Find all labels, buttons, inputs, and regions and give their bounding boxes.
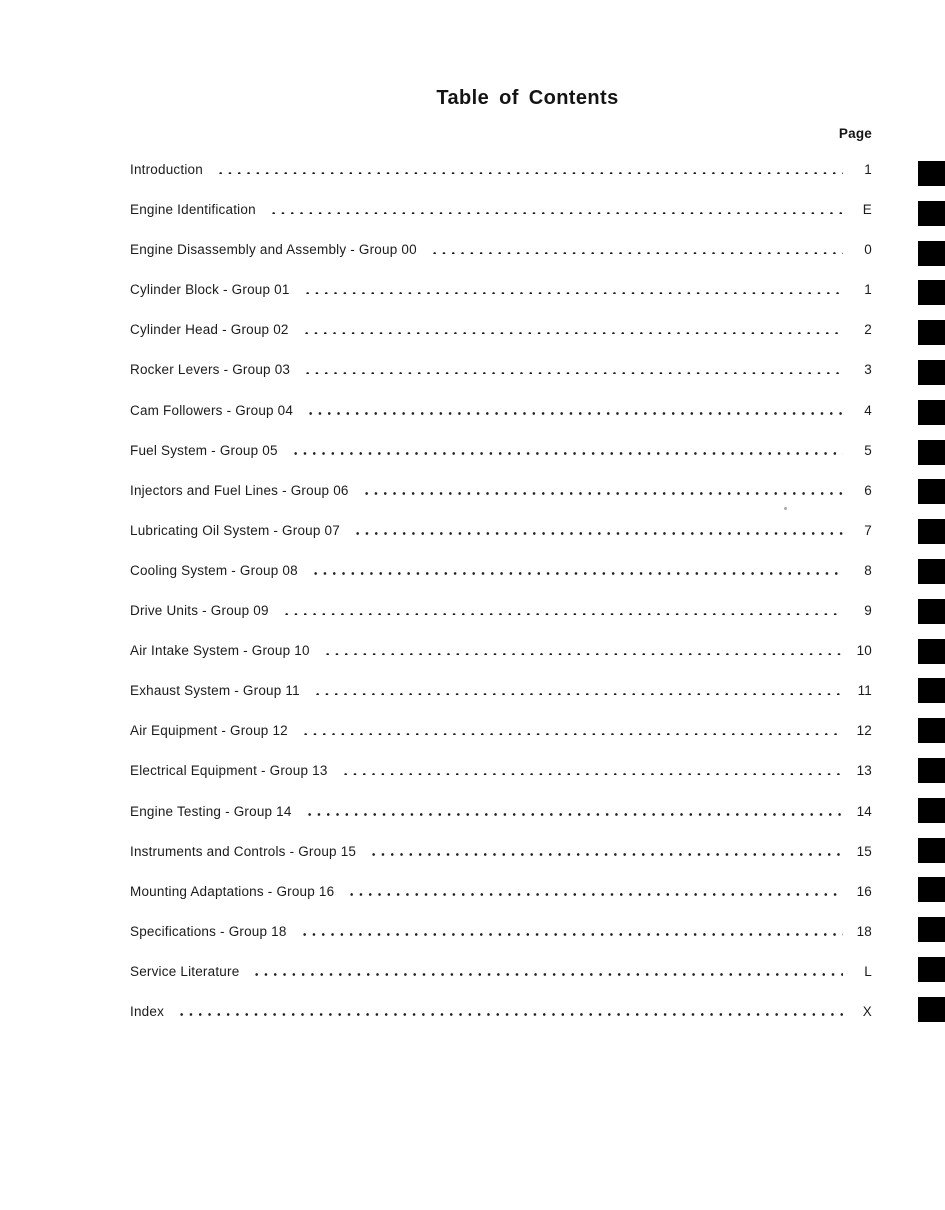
dot-leader (309, 572, 843, 575)
toc-row (0, 390, 945, 430)
toc-entry-label: Specifications - Group 18 (130, 923, 287, 939)
toc-entry-label: Instruments and Controls - Group 15 (130, 843, 357, 859)
toc-row (0, 670, 945, 710)
page-title: Table of Contents (436, 87, 619, 109)
dot-leader (299, 732, 843, 735)
index-tab-marker (918, 997, 945, 1022)
dot-leader (339, 772, 843, 775)
dot-leader (428, 251, 843, 254)
toc-entry-label: Engine Testing - Group 14 (130, 803, 292, 819)
toc-entry-page: 8 (864, 562, 872, 578)
toc-entry-page: 1 (864, 162, 872, 177)
index-tab-marker (918, 400, 945, 425)
toc-row (0, 590, 945, 630)
toc-list (0, 149, 945, 1031)
toc-entry-label: Service Literature (130, 963, 240, 979)
dot-leader (301, 291, 843, 294)
toc-entry-label: Cooling System - Group 08 (130, 562, 298, 578)
toc-entry-label: Cam Followers - Group 04 (130, 402, 294, 418)
index-tab-marker (918, 957, 945, 982)
dot-leader (267, 211, 843, 214)
index-tab-marker (918, 758, 945, 783)
toc-row (0, 750, 945, 790)
index-tab-marker (918, 877, 945, 902)
index-tab-marker (918, 718, 945, 743)
toc-entry-label: Injectors and Fuel Lines - Group 06 (130, 482, 349, 498)
toc-row (0, 710, 945, 750)
toc-entry-page: 0 (864, 242, 872, 258)
dot-leader (321, 652, 843, 655)
index-tab-marker (918, 440, 945, 465)
toc-entry-label: Engine Disassembly and Assembly - Group 00 (130, 242, 417, 258)
scan-artifact-speck (784, 507, 787, 510)
toc-row (0, 911, 945, 951)
dot-leader (250, 973, 843, 976)
toc-entry-label: Electrical Equipment - Group 13 (130, 763, 328, 779)
toc-row (0, 349, 945, 389)
toc-entry-label: Rocker Levers - Group 03 (130, 362, 291, 378)
toc-entry-page: 2 (864, 322, 872, 338)
toc-entry-label: Mounting Adaptations - Group 16 (130, 883, 335, 899)
toc-entry-page: 13 (856, 763, 872, 779)
dot-leader (289, 452, 843, 455)
toc-entry-label: Cylinder Head - Group 02 (130, 322, 289, 338)
dot-leader (351, 532, 843, 535)
index-tab-marker (918, 161, 945, 186)
dot-leader (214, 171, 843, 174)
index-tab-marker (918, 838, 945, 863)
toc-entry-page: 12 (856, 723, 872, 739)
toc-entry-page: 1 (864, 282, 872, 298)
toc-entry-page: 9 (864, 603, 872, 619)
toc-row (0, 189, 945, 229)
toc-entry-label: Drive Units - Group 09 (130, 603, 269, 619)
toc-entry-page: 3 (864, 362, 872, 378)
toc-entry-label: Fuel System - Group 05 (130, 442, 278, 458)
index-tab-marker (918, 519, 945, 544)
toc-entry-label: Exhaust System - Group 11 (130, 683, 300, 699)
toc-entry-label: Lubricating Oil System - Group 07 (130, 522, 340, 538)
toc-entry-label: Air Intake System - Group 10 (130, 643, 310, 659)
toc-row (0, 630, 945, 670)
dot-leader (298, 933, 843, 936)
index-tab-marker (918, 479, 945, 504)
toc-row (0, 831, 945, 871)
dot-leader (280, 612, 843, 615)
page-column-header: Page (838, 126, 872, 141)
toc-row (0, 470, 945, 510)
index-tab-marker (918, 201, 945, 226)
index-tab-marker (918, 280, 945, 305)
toc-row (0, 871, 945, 911)
index-tab-marker (918, 360, 945, 385)
index-tab-marker (918, 559, 945, 584)
toc-entry-label: Cylinder Block - Group 01 (130, 282, 290, 298)
dot-leader (300, 331, 843, 334)
index-tab-marker (918, 320, 945, 345)
index-tab-marker (918, 241, 945, 266)
toc-entry-label: Air Equipment - Group 12 (130, 723, 288, 739)
index-tab-marker (918, 798, 945, 823)
dot-leader (360, 492, 843, 495)
toc-entry-page: 10 (856, 643, 872, 659)
toc-row (0, 309, 945, 349)
toc-row (0, 951, 945, 991)
toc-entry-page: 5 (864, 442, 872, 458)
toc-entry-page: 4 (864, 402, 872, 418)
toc-entry-page: 18 (856, 923, 872, 939)
toc-entry-page: L (864, 963, 872, 979)
index-tab-marker (918, 599, 945, 624)
toc-entry-page: X (862, 1003, 872, 1019)
toc-entry-label: Introduction (130, 162, 203, 177)
index-tab-marker (918, 639, 945, 664)
toc-row (0, 991, 945, 1031)
toc-entry-page: 15 (856, 843, 872, 859)
dot-leader (345, 893, 843, 896)
dot-leader (367, 853, 843, 856)
dot-leader (303, 813, 843, 816)
toc-entry-page: 11 (857, 683, 872, 699)
toc-entry-page: E (862, 202, 872, 218)
toc-entry-page: 14 (856, 803, 872, 819)
dot-leader (175, 1013, 843, 1016)
toc-row (0, 430, 945, 470)
dot-leader (304, 412, 843, 415)
index-tab-marker (918, 917, 945, 942)
dot-leader (301, 371, 843, 374)
toc-row (0, 791, 945, 831)
index-tab-marker (918, 678, 945, 703)
toc-entry-page: 7 (864, 522, 872, 538)
dot-leader (311, 692, 843, 695)
toc-entry-label: Engine Identification (130, 202, 256, 218)
toc-row (0, 269, 945, 309)
toc-entry-page: 16 (856, 883, 872, 899)
toc-row (0, 149, 945, 189)
toc-row (0, 510, 945, 550)
toc-row (0, 229, 945, 269)
toc-entry-page: 6 (864, 482, 872, 498)
toc-row (0, 550, 945, 590)
toc-entry-label: Index (130, 1003, 165, 1019)
